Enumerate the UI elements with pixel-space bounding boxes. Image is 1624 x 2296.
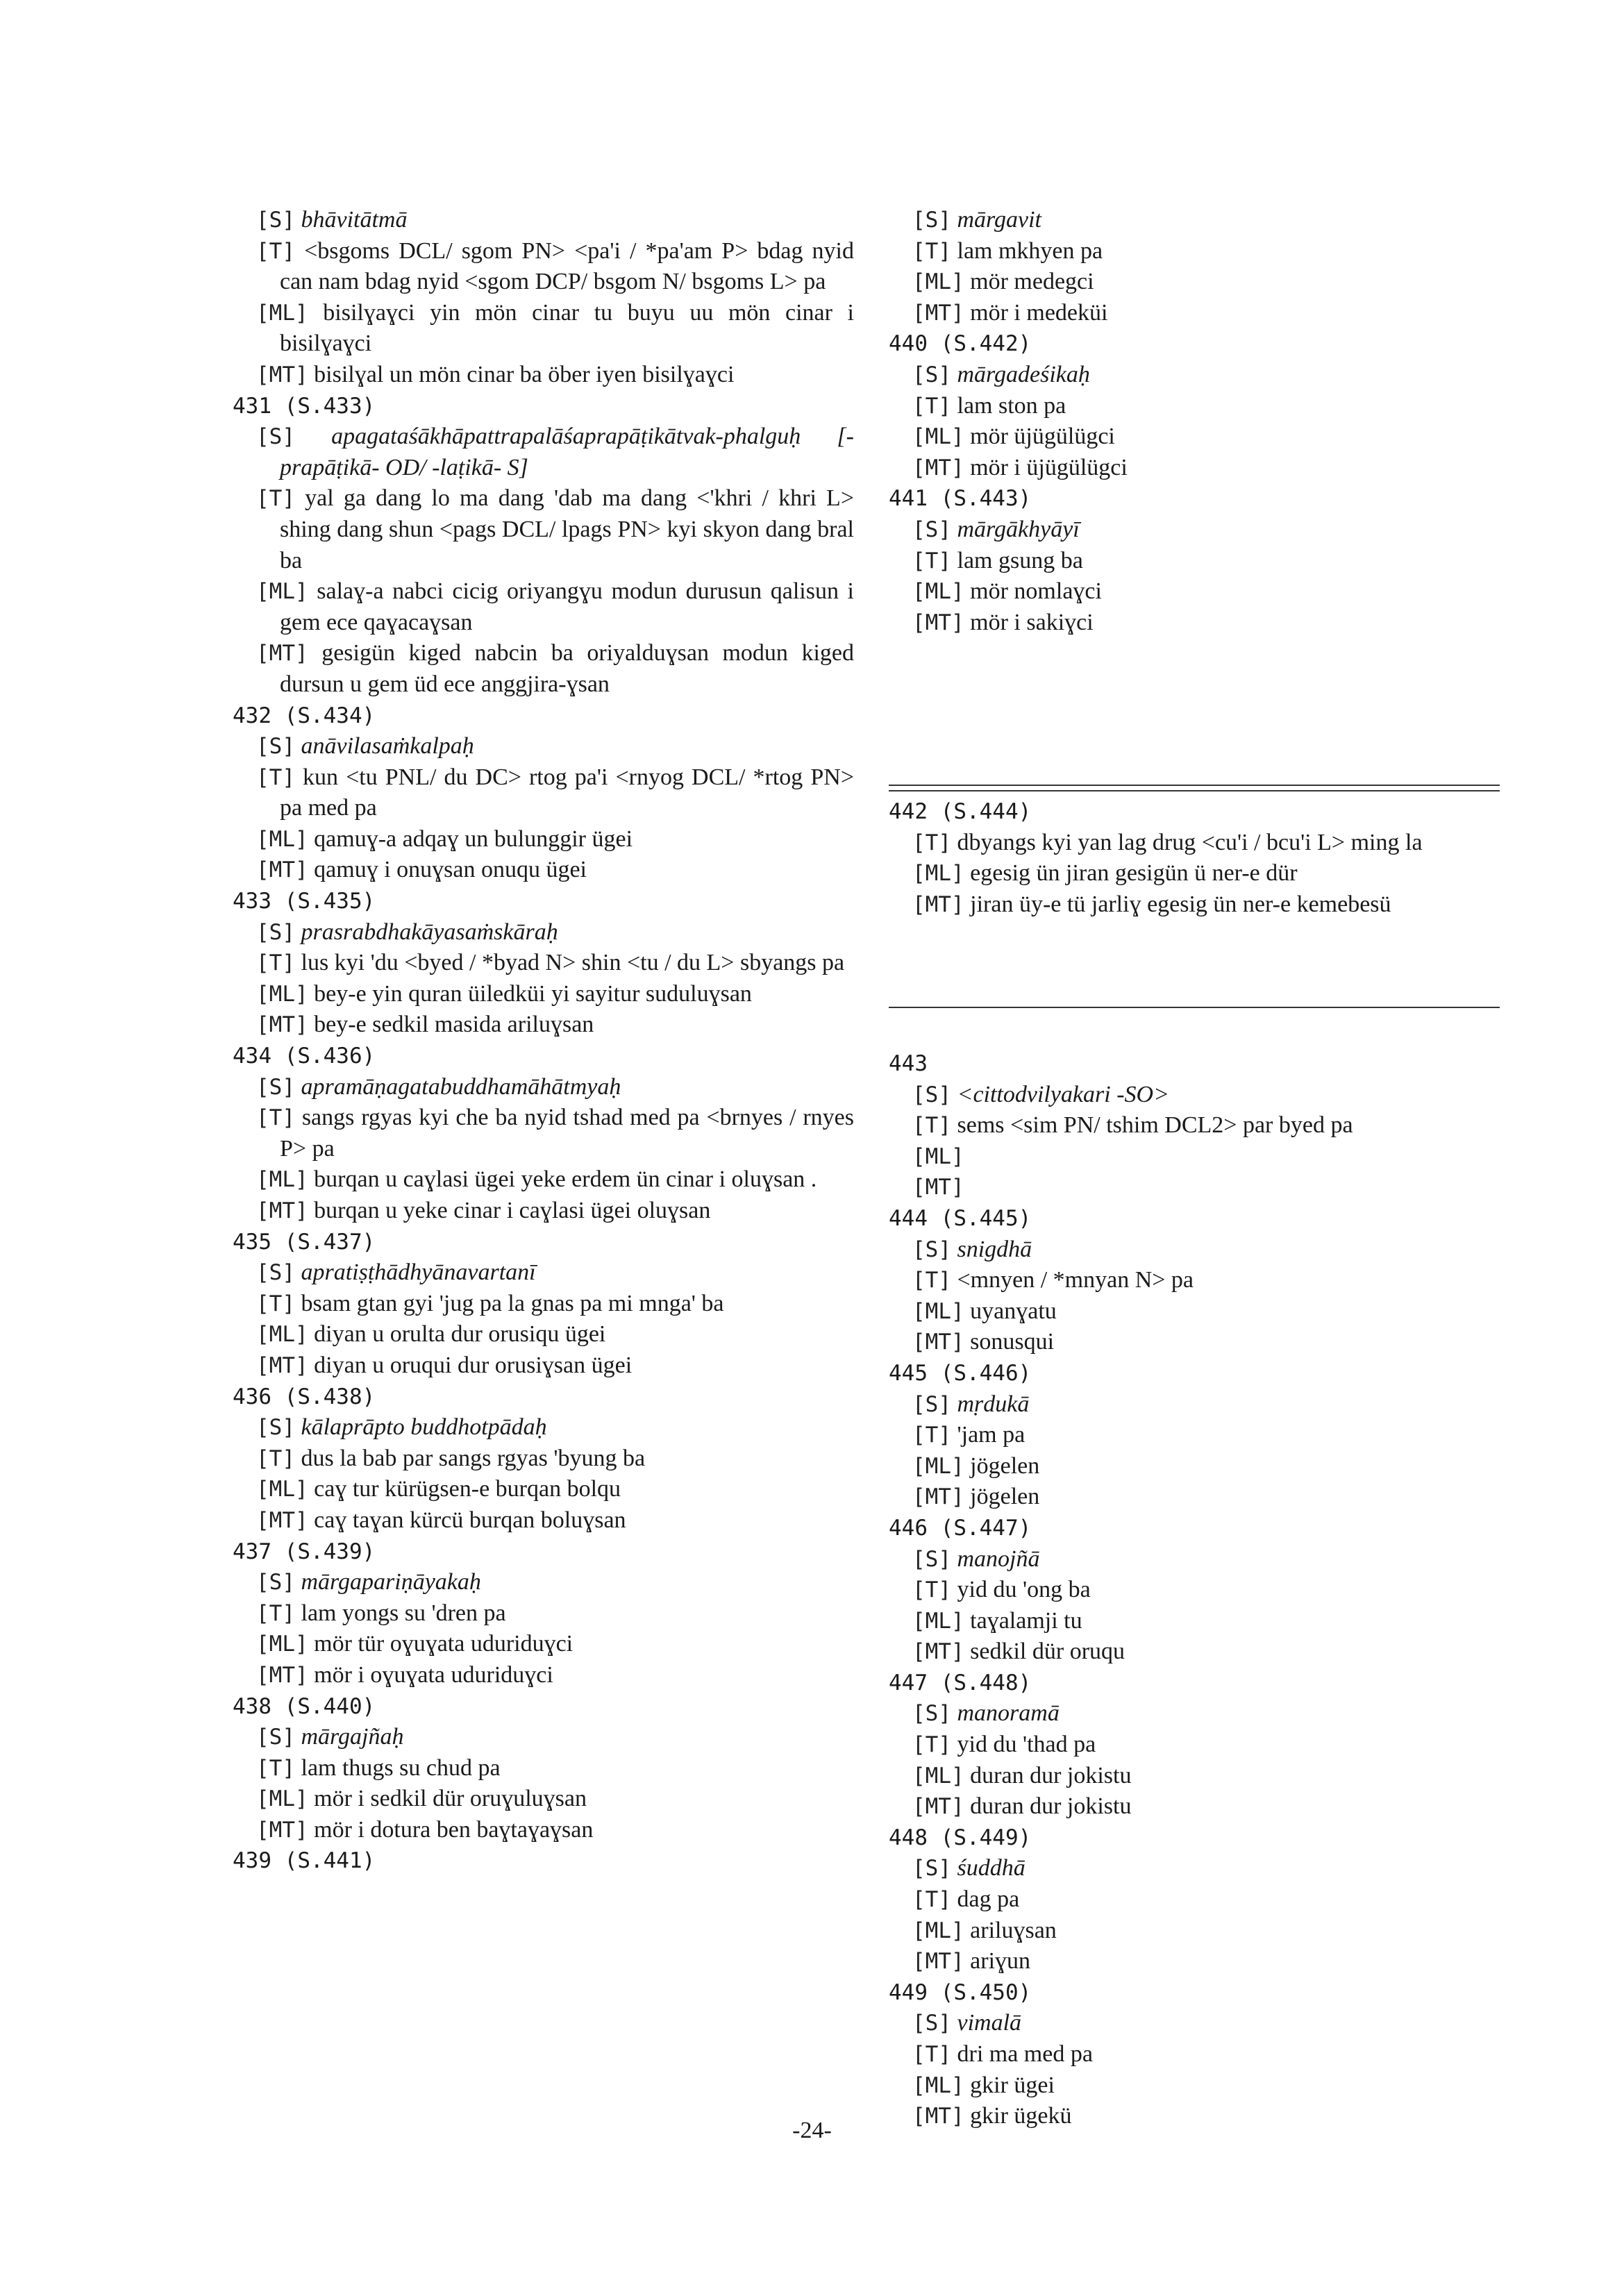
language-tag: [T]: [912, 1732, 951, 1758]
translation-text: duran dur jokistu: [970, 1793, 1132, 1820]
dictionary-entry: [233, 1536, 854, 1691]
language-tag: [T]: [256, 764, 295, 790]
entry-line: [233, 1289, 854, 1320]
language-tag: [MT]: [912, 1330, 964, 1355]
entry-line: [889, 1389, 1500, 1421]
language-tag: [ML]: [912, 1143, 964, 1169]
translation-text: lam ston pa: [957, 392, 1066, 419]
entry-number: 433 (S.435): [233, 889, 376, 914]
language-tag: [MT]: [256, 362, 308, 387]
sanskrit-term: vimalā: [957, 2010, 1022, 2036]
language-tag: [S]: [912, 1546, 951, 1572]
language-tag: [T]: [912, 1268, 951, 1293]
translation-text: bey-e sedkil masida ariluɣsan: [314, 1012, 594, 1038]
right-column-upper: [889, 205, 1500, 638]
entry-line: [889, 453, 1500, 484]
entry-line: [889, 1234, 1500, 1266]
translation-text: dag pa: [957, 1886, 1020, 1913]
entry-line: [889, 1946, 1500, 1977]
entry-line: [233, 1784, 854, 1815]
translation-text: caɣ tur kürügsen-e burqan bolqu: [314, 1476, 621, 1502]
entry-line: [233, 1598, 854, 1629]
translation-text: bey-e yin quran üiledküi yi sayitur suduluɣsan: [314, 980, 752, 1007]
translation-text: dri ma med pa: [957, 2041, 1093, 2067]
translation-text: ariɣun: [970, 1948, 1031, 1975]
translation-text: yal ga dang lo ma dang 'dab ma dang <'khri / khri L> shing dang shun <pags DCL/ lpags PN> kyi skyon dang bral ba: [280, 485, 854, 573]
translation-text: 'jam pa: [957, 1422, 1026, 1448]
entry-line: [889, 391, 1500, 422]
sanskrit-term: <cittodvilyakari -SO>: [957, 1081, 1170, 1107]
sanskrit-term: mārgapariṇāyakaḥ: [301, 1569, 481, 1595]
entry-line: [233, 1319, 854, 1350]
language-tag: [ML]: [256, 826, 308, 852]
language-tag: [T]: [912, 1113, 951, 1139]
page-number: -24-: [792, 2118, 832, 2143]
translation-text: lus kyi 'du <byed / *byad N> shin <tu / du L> sbyangs pa: [301, 950, 845, 976]
sanskrit-term: mārgākhyāyī: [957, 516, 1080, 542]
translation-text: bisilɣal un mön cinar ba öber iyen bisilɣaɣci: [314, 361, 735, 387]
entry-line: [233, 762, 854, 824]
sanskrit-term: kālaprāpto buddhotpādaḥ: [301, 1414, 547, 1441]
entry-number: 438 (S.440): [233, 1693, 376, 1719]
language-tag: [ML]: [912, 1763, 964, 1788]
sanskrit-term: anāvilasaṁkalpaḥ: [301, 733, 474, 760]
language-tag: [ML]: [912, 1608, 964, 1634]
translation-text: diyan u oruqui dur orusiɣsan ügei: [314, 1352, 633, 1378]
entry-line: [889, 1110, 1500, 1141]
entry-line: [889, 1451, 1500, 1482]
language-tag: [T]: [256, 1291, 295, 1316]
translation-text: <bsgoms DCL/ sgom PN> <pa'i / *pa'am P> bdag nyid can nam bdag nyid <sgom DCP/ bsgom N/ bsgoms L> pa: [280, 237, 855, 295]
entry-line: [889, 1636, 1500, 1668]
language-tag: [MT]: [256, 1507, 308, 1533]
translation-text: uyanɣatu: [970, 1298, 1057, 1324]
entry-line: [233, 1474, 854, 1505]
translation-text: mör tür oɣuɣata uduriduɣci: [314, 1631, 574, 1657]
language-tag: [MT]: [912, 891, 964, 917]
language-tag: [S]: [256, 424, 295, 450]
right-column-lower: [889, 1048, 1500, 2132]
translation-text: sangs rgyas kyi che ba nyid tshad med pa <brnyes / rnyes P> pa: [280, 1105, 854, 1162]
translation-text: mör medegci: [970, 269, 1094, 295]
language-tag: [S]: [256, 1260, 295, 1286]
entry-line: [889, 546, 1500, 577]
translation-text: <mnyen / *mnyan N> pa: [957, 1267, 1194, 1293]
translation-text: dus la bab par sangs rgyas 'byung ba: [301, 1445, 646, 1471]
language-tag: [T]: [912, 393, 951, 419]
entry-line: [233, 421, 854, 483]
language-tag: [ML]: [256, 1477, 308, 1502]
language-tag: [MT]: [912, 610, 964, 635]
entry-line: [889, 360, 1500, 391]
entry-line: [889, 889, 1500, 921]
entry-number: 443: [889, 1051, 928, 1076]
entry-number: 435 (S.437): [233, 1229, 376, 1255]
entry-line: [889, 1141, 1500, 1173]
dictionary-entry: [233, 701, 854, 887]
entry-line: [889, 421, 1500, 453]
translation-text: lam thugs su chud pa: [301, 1754, 501, 1781]
translation-text: qamuɣ-a adqaɣ un bulunggir ügei: [314, 826, 633, 852]
language-tag: [ML]: [256, 579, 308, 605]
entry-line: [889, 1327, 1500, 1358]
entry-line: [889, 1606, 1500, 1637]
sanskrit-term: apramāṇagatabuddhamāhātmyaḥ: [301, 1073, 621, 1100]
language-tag: [S]: [912, 517, 951, 542]
translation-text: salaɣ-a nabci cicig oriyangɣu modun durusun qalisun i gem ece qaɣacaɣsan: [280, 578, 854, 635]
language-tag: [T]: [256, 950, 295, 976]
translation-text: lam gsung ba: [957, 547, 1083, 573]
entry-line: [233, 824, 854, 855]
language-tag: [MT]: [256, 1817, 308, 1843]
language-tag: [MT]: [256, 1662, 308, 1688]
language-tag: [T]: [256, 238, 295, 264]
entry-number: 446 (S.447): [889, 1515, 1032, 1541]
dictionary-entry: [233, 391, 854, 701]
language-tag: [MT]: [256, 1012, 308, 1038]
entry-line: [889, 267, 1500, 298]
translation-text: sems <sim PN/ tshim DCL2> par byed pa: [957, 1112, 1353, 1139]
language-tag: [S]: [256, 1725, 295, 1750]
entry-number: 441 (S.443): [889, 486, 1032, 512]
entry-line: [233, 917, 854, 948]
dictionary-entry: [233, 1845, 854, 1877]
entry-line: [233, 855, 854, 886]
language-tag: [S]: [256, 1415, 295, 1441]
entry-line: [889, 1544, 1500, 1575]
entry-number: 431 (S.433): [233, 393, 376, 419]
entry-line: [233, 731, 854, 762]
translation-text: burqan u yeke cinar i caɣlasi ügei oluɣsan: [314, 1198, 711, 1223]
language-tag: [MT]: [912, 1949, 964, 1975]
translation-text: lam mkhyen pa: [957, 237, 1103, 264]
language-tag: [MT]: [912, 1484, 964, 1510]
language-tag: [T]: [256, 1105, 295, 1131]
language-tag: [T]: [912, 1887, 951, 1913]
entry-number: 432 (S.434): [233, 703, 376, 728]
language-tag: [T]: [256, 1446, 295, 1471]
sanskrit-term: snigdhā: [957, 1236, 1032, 1262]
language-tag: [S]: [912, 208, 951, 233]
sanskrit-term: mārgajñaḥ: [301, 1724, 404, 1750]
entry-line: [233, 236, 854, 298]
entry-line: [889, 1296, 1500, 1327]
entry-line: [889, 2070, 1500, 2102]
entry-line: [889, 514, 1500, 546]
sanskrit-term: śuddhā: [957, 1855, 1026, 1882]
translation-text: sonusqui: [970, 1329, 1055, 1355]
language-tag: [MT]: [912, 1794, 964, 1820]
language-tag: [T]: [256, 1755, 295, 1781]
entry-number: 434 (S.436): [233, 1044, 376, 1069]
entry-line: [889, 1791, 1500, 1822]
translation-text: jögelen: [970, 1484, 1040, 1510]
translation-text: duran dur jokistu: [970, 1762, 1132, 1788]
language-tag: [S]: [912, 1237, 951, 1262]
entry-line: [889, 858, 1500, 889]
language-tag: [T]: [912, 830, 951, 855]
translation-text: diyan u orulta dur orusiqu ügei: [314, 1321, 606, 1348]
entry-line: [233, 1567, 854, 1598]
entry-number: 448 (S.449): [889, 1825, 1032, 1850]
translation-text: mör i medeküi: [970, 299, 1108, 326]
translation-text: qamuɣ i onuɣsan onuqu ügei: [314, 857, 587, 883]
sanskrit-term: mārgadeśikaḥ: [957, 361, 1090, 387]
entry-line: [233, 1350, 854, 1382]
entry-line: [233, 1629, 854, 1660]
entry-line: [889, 205, 1500, 236]
entry-number: 436 (S.438): [233, 1384, 376, 1409]
entry-line: [889, 2039, 1500, 2070]
language-tag: [S]: [912, 1082, 951, 1107]
translation-text: jögelen: [970, 1452, 1040, 1479]
entry-line: [233, 1505, 854, 1536]
entry-line: [889, 2008, 1500, 2039]
sanskrit-term: apratiṣṭhādhyānavartanī: [301, 1259, 536, 1286]
dictionary-entry: [889, 796, 1500, 920]
translation-text: yid du 'ong ba: [957, 1577, 1091, 1603]
language-tag: [MT]: [256, 1352, 308, 1378]
entry-line: [233, 1072, 854, 1103]
language-tag: [ML]: [256, 1786, 308, 1812]
language-tag: [MT]: [256, 1198, 308, 1223]
entry-line: [233, 979, 854, 1010]
language-tag: [S]: [912, 362, 951, 387]
entry-line: [233, 1196, 854, 1227]
language-tag: [T]: [912, 238, 951, 264]
entry-line: [889, 1420, 1500, 1451]
language-tag: [ML]: [912, 1298, 964, 1324]
entry-line: [233, 205, 854, 236]
translation-text: kun <tu PNL/ du DC> rtog pa'i <rnyog DCL/ *rtog PN> pa med pa: [280, 764, 854, 821]
dictionary-entry: [233, 1041, 854, 1227]
entry-number: 437 (S.439): [233, 1539, 376, 1564]
sanskrit-term: manoramā: [957, 1700, 1060, 1727]
entry-line: [233, 948, 854, 979]
language-tag: [MT]: [256, 641, 308, 667]
entry-line: [233, 1009, 854, 1041]
translation-text: gkir ügekü: [970, 2103, 1072, 2129]
language-tag: [S]: [912, 2011, 951, 2036]
sanskrit-term: apagataśākhāpattrapalāśaprapāṭikātvak-phalguḥ [-prapāṭikā- OD/ -laṭikā- S]: [280, 424, 854, 480]
dictionary-entry: [889, 1513, 1500, 1668]
entry-line: [889, 607, 1500, 639]
entry-line: [233, 1412, 854, 1443]
translation-text: caɣ taɣan kürcü burqan boluɣsan: [314, 1507, 626, 1533]
language-tag: [S]: [256, 1074, 295, 1100]
entry-line: [889, 1265, 1500, 1296]
language-tag: [ML]: [256, 1167, 308, 1193]
entry-line: [889, 1172, 1500, 1203]
language-tag: [MT]: [912, 455, 964, 480]
language-tag: [ML]: [256, 1322, 308, 1348]
sanskrit-term: prasrabdhakāyasaṁskāraḥ: [301, 919, 558, 945]
sanskrit-term: mṛdukā: [957, 1391, 1030, 1417]
entry-line: [889, 236, 1500, 267]
language-tag: [S]: [256, 1570, 295, 1595]
translation-text: taɣalamji tu: [970, 1607, 1082, 1634]
translation-text: jiran üy-e tü jarliɣ egesig ün ner-e kemebesü: [970, 891, 1391, 917]
entry-line: [233, 1753, 854, 1784]
dictionary-entry: [889, 1048, 1500, 1203]
dictionary-entry: [233, 205, 854, 391]
dictionary-entry: [889, 1203, 1500, 1358]
single-divider: [889, 1007, 1500, 1008]
dictionary-entry: [233, 886, 854, 1041]
language-tag: [T]: [912, 2042, 951, 2067]
section-442: [889, 796, 1500, 920]
entry-number: 444 (S.445): [889, 1205, 1032, 1231]
language-tag: [MT]: [912, 1639, 964, 1665]
entry-line: [233, 360, 854, 391]
translation-text: gkir ügei: [970, 2072, 1055, 2098]
entry-line: [233, 1722, 854, 1753]
translation-text: dbyangs kyi yan lag drug <cu'i / bcu'i L> ming la: [957, 829, 1423, 855]
translation-text: bisilɣaɣci yin mön cinar tu buyu uu mön cinar i bisilɣaɣci: [280, 299, 854, 357]
translation-text: mör nomlaɣci: [970, 578, 1102, 605]
dictionary-entry: [889, 328, 1500, 483]
entry-line: [233, 1660, 854, 1691]
language-tag: [S]: [912, 1701, 951, 1727]
language-tag: [S]: [256, 734, 295, 760]
translation-text: lam yongs su 'dren pa: [301, 1600, 506, 1626]
translation-text: ariluɣsan: [970, 1917, 1057, 1943]
entry-line: [889, 1698, 1500, 1729]
left-column: [233, 205, 854, 1877]
entry-line: [889, 1884, 1500, 1916]
entry-line: [889, 1729, 1500, 1761]
language-tag: [ML]: [912, 861, 964, 887]
translation-text: mör i dotura ben baɣtaɣaɣsan: [314, 1816, 594, 1843]
language-tag: [S]: [912, 1391, 951, 1417]
entry-number: 442 (S.444): [889, 799, 1032, 824]
language-tag: [ML]: [912, 2072, 964, 2098]
entry-number: 440 (S.442): [889, 331, 1032, 357]
language-tag: [T]: [256, 1600, 295, 1626]
dictionary-entry: [889, 1358, 1500, 1513]
entry-number: 449 (S.450): [889, 1979, 1032, 2005]
dictionary-entry: [233, 1691, 854, 1846]
sanskrit-term: mārgavit: [957, 207, 1042, 233]
entry-number: 445 (S.446): [889, 1360, 1032, 1386]
language-tag: [ML]: [256, 1632, 308, 1657]
dictionary-entry: [889, 1668, 1500, 1822]
language-tag: [T]: [912, 1423, 951, 1448]
language-tag: [S]: [256, 208, 295, 233]
language-tag: [S]: [912, 1856, 951, 1882]
language-tag: [ML]: [912, 579, 964, 605]
language-tag: [ML]: [912, 1453, 964, 1479]
translation-text: egesig ün jiran gesigün ü ner-e dür: [970, 860, 1298, 887]
double-divider: [889, 785, 1500, 791]
translation-text: mör i oɣuɣata uduriduɣci: [314, 1661, 553, 1688]
sanskrit-term: bhāvitātmā: [301, 207, 408, 233]
language-tag: [MT]: [256, 857, 308, 883]
entry-line: [233, 576, 854, 638]
translation-text: mör i üjügülügci: [970, 454, 1128, 480]
language-tag: [S]: [256, 919, 295, 945]
language-tag: [T]: [912, 1577, 951, 1603]
entry-line: [233, 298, 854, 360]
dictionary-entry: [889, 1822, 1500, 1977]
entry-line: [889, 1080, 1500, 1111]
entry-line: [889, 1482, 1500, 1513]
entry-line: [233, 1443, 854, 1475]
language-tag: [ML]: [912, 1918, 964, 1943]
language-tag: [ML]: [912, 269, 964, 295]
language-tag: [ML]: [256, 300, 308, 326]
entry-line: [889, 1575, 1500, 1606]
dictionary-entry: [233, 1227, 854, 1382]
dictionary-entry: [889, 1977, 1500, 2132]
entry-number: 447 (S.448): [889, 1670, 1032, 1695]
entry-line: [233, 638, 854, 700]
entry-number: 439 (S.441): [233, 1848, 376, 1874]
translation-text: gesigün kiged nabcin ba oriyalduɣsan modun kiged dursun u gem üd ece anggjira-ɣsan: [280, 640, 854, 697]
translation-text: burqan u caɣlasi ügei yeke erdem ün cinar i oluɣsan .: [314, 1166, 817, 1193]
dictionary-entry: [889, 483, 1500, 638]
entry-line: [233, 1164, 854, 1196]
language-tag: [T]: [256, 486, 295, 512]
sanskrit-term: manojñā: [957, 1545, 1040, 1572]
entry-line: [889, 828, 1500, 859]
language-tag: [MT]: [912, 2104, 964, 2129]
translation-text: mör üjügülügci: [970, 424, 1115, 450]
language-tag: [ML]: [256, 981, 308, 1007]
entry-line: [233, 483, 854, 576]
entry-line: [233, 1815, 854, 1846]
language-tag: [T]: [912, 548, 951, 573]
translation-text: mör i sedkil dür oruɣuluɣsan: [314, 1786, 587, 1812]
language-tag: [MT]: [912, 300, 964, 326]
entry-line: [233, 1103, 854, 1164]
translation-text: yid du 'thad pa: [957, 1732, 1096, 1758]
entry-line: [889, 1761, 1500, 1792]
entry-line: [889, 298, 1500, 329]
language-tag: [ML]: [912, 424, 964, 450]
translation-text: sedkil dür oruqu: [970, 1639, 1125, 1665]
entry-line: [889, 576, 1500, 607]
entry-line: [889, 1916, 1500, 1947]
translation-text: mör i sakiɣci: [970, 609, 1094, 635]
dictionary-entry: [889, 205, 1500, 328]
language-tag: [MT]: [912, 1175, 964, 1200]
entry-line: [889, 1853, 1500, 1884]
entry-line: [233, 1257, 854, 1289]
dictionary-entry: [233, 1382, 854, 1536]
translation-text: bsam gtan gyi 'jug pa la gnas pa mi mnga' ba: [301, 1290, 724, 1316]
